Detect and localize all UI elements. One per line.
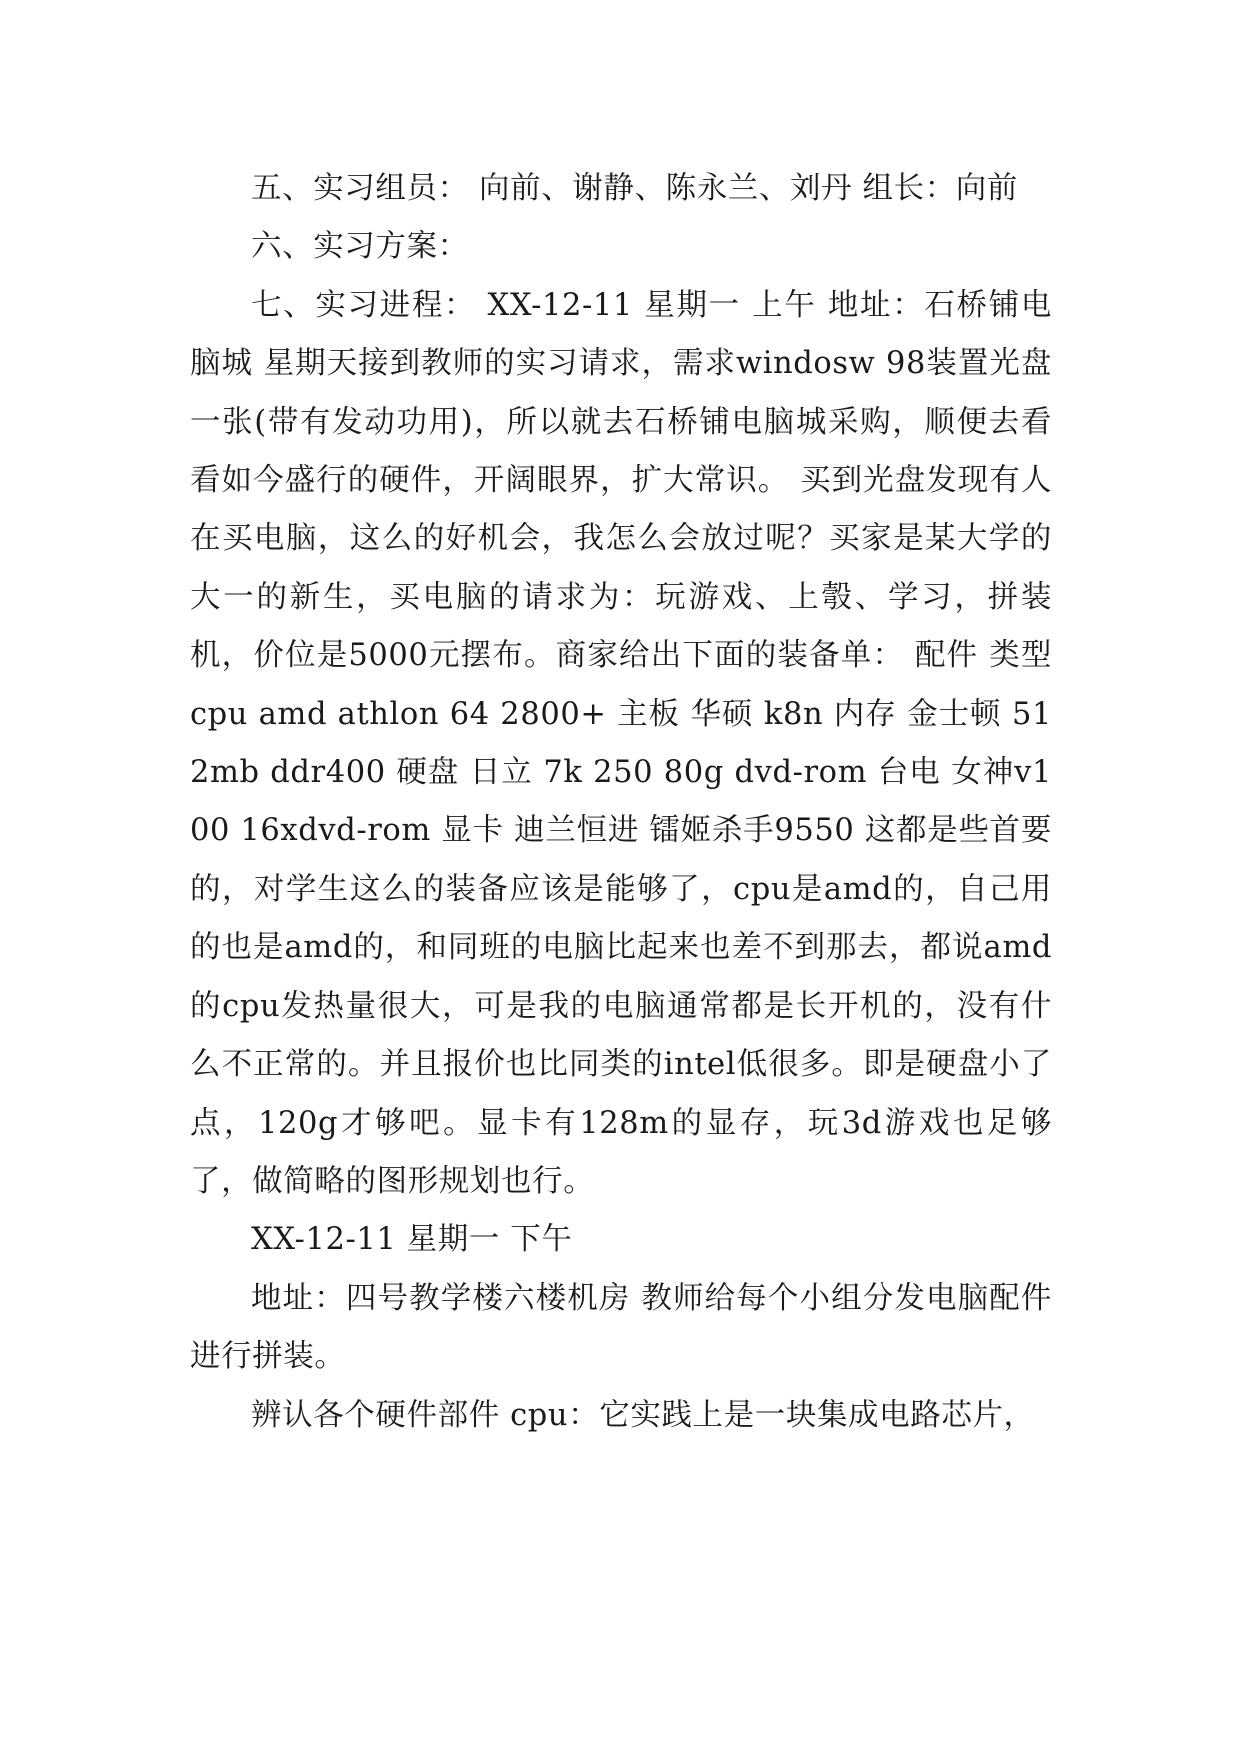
paragraph-identify-hardware: 辨认各个硬件部件 cpu：它实践上是一块集成电路芯片，	[251, 1397, 1035, 1433]
paragraph-date-afternoon: XX-12-11 星期一 下午	[251, 1222, 573, 1258]
paragraph-progress-morning: 七、实习进程： XX-12-11 星期一 上午 地址：石桥铺电脑城 星期天接到教师的实习请求，需求windosw 98装置光盘一张(带有发动功用)，所以就去石桥铺电脑城采购，顺便去看看如今盛行的硬件，开阔眼界，扩大常识。 买到光盘发现有人在买电脑，这么的好机会，我怎么会放过呢？买家是某大学的大一的新生，买电脑的请求为：玩游戏、上彀、学习，拼装机，价位是5000元摆布。商家给出下面的装备单： 配件 类型 cpu amd athlon 64 2800+ 主板 华硕 k8n 内存 金士顿 512mb ddr400 硬盘 日立 7k 250 80g dvd-rom 台电 女神v100 16xdvd-rom 显卡 迪兰恒进 镭姬杀手9550 这都是些首要的，对学生这么的装备应该是能够了，cpu是amd的，自己用的也是amd的，和同班的电脑比起来也差不到那去，都说amd的cpu发热量很大，可是我的电脑通常都是长开机的，没有什么不正常的。并且报价也比同类的intel低很多。即是硬盘小了点，120g才够吧。显卡有128m的显存，玩3d游戏也足够了，做简略的图形规划也行。	[190, 287, 1052, 1199]
paragraph-address-lab: 地址：四号教学楼六楼机房 教师给每个小组分发电脑配件进行拼装。	[190, 1280, 1052, 1375]
paragraph-plan: 六、实习方案：	[251, 229, 469, 265]
paragraph-team-members: 五、实习组员： 向前、谢静、陈永兰、刘丹 组长：向前	[251, 171, 1018, 206]
document-body	[190, 160, 1052, 1445]
